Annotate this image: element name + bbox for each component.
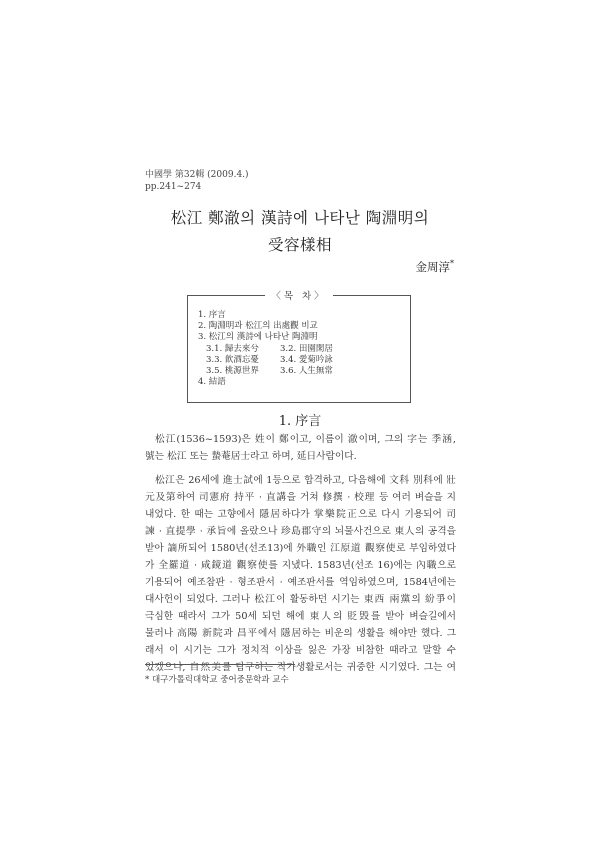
journal-pages: pp.241~274 bbox=[145, 182, 202, 192]
toc-item-label: 2. 陶淵明과 松江의 出處觀 비교 bbox=[198, 321, 318, 332]
text-line: 내었다. 한 때는 고향에서 隱居하다가 掌樂院正으로 다시 기용되어 司 bbox=[145, 509, 456, 520]
toc-item-label: 3.3. 飮酒忘憂 bbox=[206, 354, 259, 365]
toc-item bbox=[198, 332, 318, 343]
text-line: 가 全羅道 · 咸鏡道 觀察使를 지냈다. 1583년(선조 16)에는 內職으로 bbox=[145, 560, 456, 571]
footnote-divider bbox=[145, 664, 295, 665]
text-line: 기용되어 예조참판 · 형조판서 · 예조판서를 역임하였으며, 1584년에는 bbox=[145, 577, 456, 588]
toc-item-label-secondary: 3.2. 田園閑居 bbox=[280, 343, 333, 354]
table-of-contents bbox=[187, 291, 411, 403]
text-line: 號는 松江 또는 蟄菴居士라고 하며, 延日사람이다. bbox=[145, 451, 357, 462]
toc-item-label: 1. 序言 bbox=[198, 310, 226, 320]
toc-item bbox=[198, 343, 333, 355]
toc-item bbox=[198, 354, 333, 366]
text-line: 元及第하여 司憲府 持平 · 直講을 거쳐 修撰 · 校理 등 여러 벼슬을 지 bbox=[145, 492, 456, 503]
toc-item-label-secondary: 3.4. 愛菊吟詠 bbox=[280, 354, 333, 365]
toc-item bbox=[198, 366, 333, 377]
body-text bbox=[145, 431, 456, 676]
text-line: 諫 · 直提學 · 承旨에 올랐으나 珍島郡守의 뇌물사건으로 東人의 공격을 bbox=[145, 526, 456, 537]
author-name: 金周淳 bbox=[415, 260, 450, 274]
footnote: * 대구가톨릭대학교 중어중문학과 교수 bbox=[145, 675, 289, 685]
toc-item bbox=[198, 377, 318, 388]
toc-heading: 〈목 차〉 bbox=[265, 291, 332, 302]
toc-item-label-secondary: 3.6. 人生無常 bbox=[280, 366, 333, 377]
text-line: 松江은 26세에 進士試에 1등으로 합격하고, 다음해에 文科 別科에 壯 bbox=[155, 475, 456, 486]
paper-title-line-1: 松江 鄭澈의 漢詩에 나타난 陶淵明의 bbox=[170, 209, 430, 227]
author bbox=[416, 259, 455, 275]
text-line: 松江(1536~1593)은 姓이 鄭이고, 이름이 澈이며, 그의 字는 季涵, bbox=[155, 434, 456, 445]
paper-title-line-2: 受容樣相 bbox=[267, 236, 332, 254]
journal-info bbox=[145, 169, 249, 193]
toc-item-label: 3.5. 桃源世界 bbox=[206, 366, 259, 377]
toc-item-label: 3. 松江의 漢詩에 나타난 陶淵明 bbox=[198, 332, 318, 343]
paragraph bbox=[145, 472, 456, 676]
toc-item-label: 4. 結語 bbox=[198, 377, 226, 388]
toc-item-label: 3.1. 歸去來兮 bbox=[206, 343, 259, 354]
text-line: 극심한 때라서 그가 50세 되던 해에 東人의 貶毁를 받아 벼슬길에서 bbox=[145, 611, 456, 622]
section-heading: 1. 序言 bbox=[278, 414, 322, 429]
text-line: 래서 이 시기는 그가 정치적 이상을 잃은 가장 비참한 때라고 말할 수 bbox=[145, 645, 456, 656]
toc-list bbox=[198, 310, 333, 388]
toc-item bbox=[198, 310, 318, 321]
journal-issue: 中國學 第32輯 (2009.4.) bbox=[145, 170, 249, 180]
text-line: 받아 謫所되어 1580년(선조13)에 外職인 江原道 觀察使로 부임하였다 bbox=[145, 543, 456, 554]
text-line: 대사헌이 되었다. 그러나 松江이 활동하던 시기는 東西 兩黨의 紛爭이 bbox=[145, 594, 456, 605]
author-footnote-mark: * bbox=[450, 259, 454, 269]
paragraph bbox=[145, 431, 456, 465]
text-line: 물러나 高陽 新院과 昌平에서 隱居하는 비운의 생활을 해야만 했다. 그 bbox=[145, 628, 456, 639]
text-line: 있겠으나, 自然美를 탐구하는 작가생활로서는 귀중한 시기였다. 그는 여 bbox=[145, 662, 456, 673]
toc-item bbox=[198, 321, 318, 332]
